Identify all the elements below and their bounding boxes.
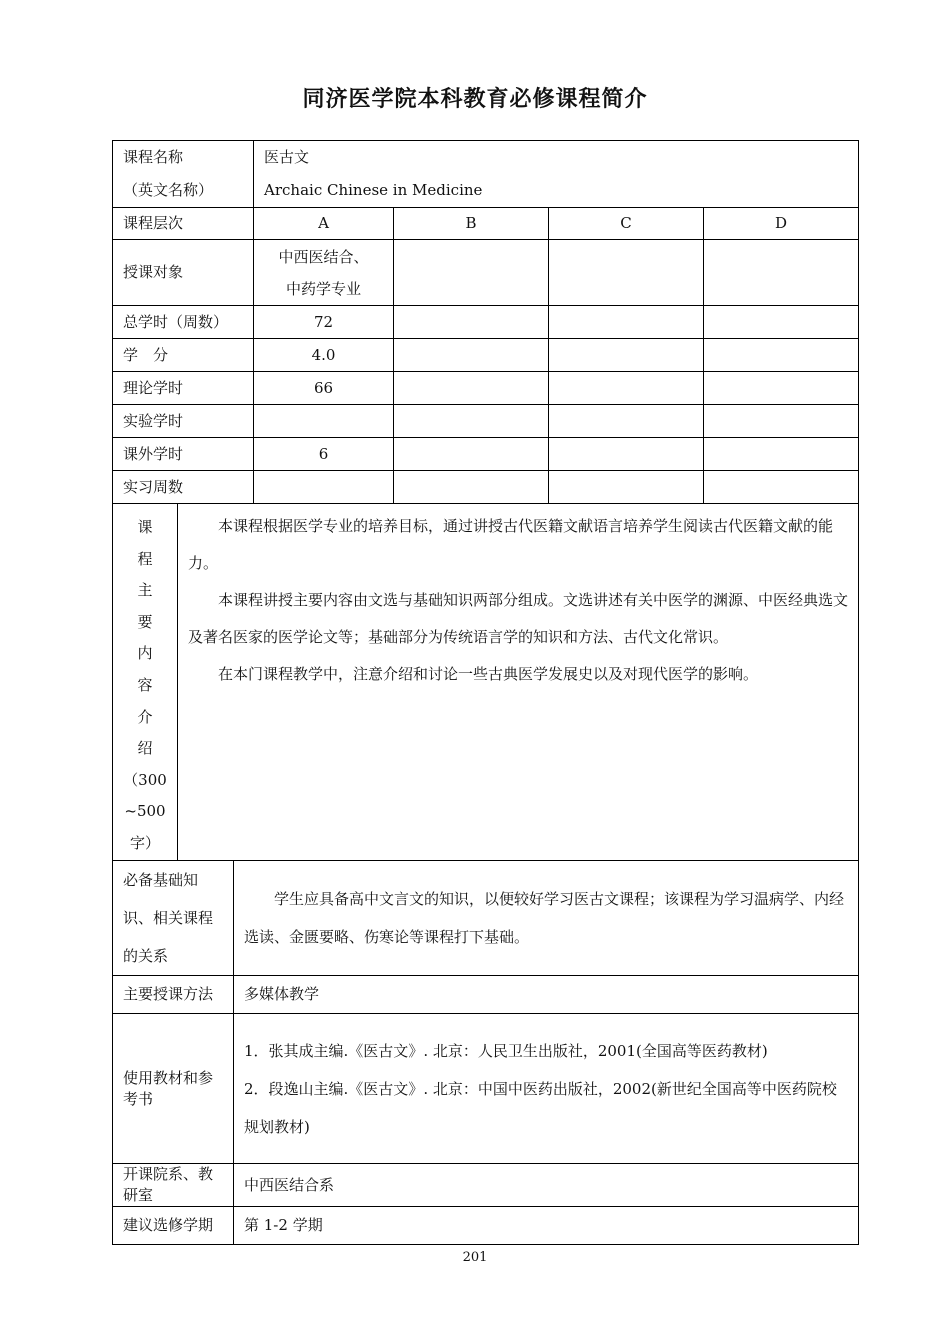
course-name-label: 课程名称 （英文名称） bbox=[113, 141, 254, 208]
page-title: 同济医学院本科教育必修课程简介 bbox=[302, 87, 648, 112]
department-value: 中西医结合系 bbox=[234, 1164, 859, 1207]
level-d: D bbox=[704, 208, 859, 240]
method-label: 主要授课方法 bbox=[113, 976, 234, 1014]
intro-row bbox=[113, 504, 859, 861]
method-row bbox=[113, 976, 859, 1014]
page-number: 201 bbox=[462, 1250, 488, 1265]
extra-hours-row bbox=[113, 438, 859, 471]
levels-row bbox=[113, 208, 859, 240]
textbook-item: 2．段逸山主编.《医古文》. 北京：中国中医药出版社，2002(新世纪全国高等中医药院校规划教材) bbox=[244, 1079, 837, 1136]
textbooks-row bbox=[113, 1014, 859, 1164]
theory-hours-row bbox=[113, 372, 859, 405]
credits-row bbox=[113, 339, 859, 372]
target-label: 授课对象 bbox=[113, 240, 254, 306]
intro-paragraph: 在本门课程教学中，注意介绍和讨论一些古典医学发展史以及对现代医学的影响。 bbox=[218, 665, 759, 683]
intro-paragraph: 本课程讲授主要内容由文选与基础知识两部分组成。文选讲述有关中医学的渊源、中医经典选文及著名医家的医学论文等；基础部分为传统语言学的知识和方法、古代文化常识。 bbox=[188, 591, 849, 646]
total-hours-label: 总学时（周数） bbox=[113, 306, 254, 339]
practice-weeks-label: 实习周数 bbox=[113, 471, 254, 504]
textbooks-value bbox=[234, 1014, 859, 1164]
extra-hours-a: 6 bbox=[254, 438, 394, 471]
semester-row bbox=[113, 1207, 859, 1245]
credits-label: 学 分 bbox=[113, 339, 254, 372]
total-hours-row bbox=[113, 306, 859, 339]
theory-hours-a: 66 bbox=[254, 372, 394, 405]
prereq-row bbox=[113, 861, 859, 976]
prereq-label: 必备基础知识、相关课程的关系 bbox=[113, 861, 234, 976]
target-row bbox=[113, 240, 859, 306]
course-table bbox=[112, 140, 859, 1245]
level-a: A bbox=[254, 208, 394, 240]
course-name-cn: 医古文 bbox=[264, 148, 310, 166]
extra-hours-label: 课外学时 bbox=[113, 438, 254, 471]
lab-hours-a bbox=[254, 405, 394, 438]
target-a: 中西医结合、 中药学专业 bbox=[254, 240, 394, 306]
practice-weeks-row bbox=[113, 471, 859, 504]
total-hours-a: 72 bbox=[254, 306, 394, 339]
course-name-en: Archaic Chinese in Medicine bbox=[264, 181, 483, 199]
lab-hours-row bbox=[113, 405, 859, 438]
levels-label: 课程层次 bbox=[113, 208, 254, 240]
credits-a: 4.0 bbox=[254, 339, 394, 372]
intro-content bbox=[178, 504, 859, 861]
department-label: 开课院系、教研室 bbox=[113, 1164, 234, 1207]
intro-paragraph: 本课程根据医学专业的培养目标，通过讲授古代医籍文献语言培养学生阅读古代医籍文献的能力。 bbox=[188, 517, 834, 572]
practice-weeks-a bbox=[254, 471, 394, 504]
course-name-value bbox=[254, 141, 859, 208]
level-b: B bbox=[394, 208, 549, 240]
intro-label: 课 程 主 要 内 容 介 绍 （300 ~500 字） bbox=[113, 504, 178, 861]
level-c: C bbox=[549, 208, 704, 240]
department-row bbox=[113, 1164, 859, 1207]
textbooks-label: 使用教材和参考书 bbox=[113, 1014, 234, 1164]
semester-value: 第 1-2 学期 bbox=[234, 1207, 859, 1245]
lab-hours-label: 实验学时 bbox=[113, 405, 254, 438]
course-name-row bbox=[113, 141, 859, 208]
method-value: 多媒体教学 bbox=[234, 976, 859, 1014]
theory-hours-label: 理论学时 bbox=[113, 372, 254, 405]
prereq-value: 学生应具备高中文言文的知识，以便较好学习医古文课程；该课程为学习温病学、内经选读、金匮要略、伤寒论等课程打下基础。 bbox=[234, 861, 859, 976]
textbook-item: 1．张其成主编.《医古文》. 北京：人民卫生出版社，2001(全国高等医药教材) bbox=[244, 1041, 768, 1060]
semester-label: 建议选修学期 bbox=[113, 1207, 234, 1245]
